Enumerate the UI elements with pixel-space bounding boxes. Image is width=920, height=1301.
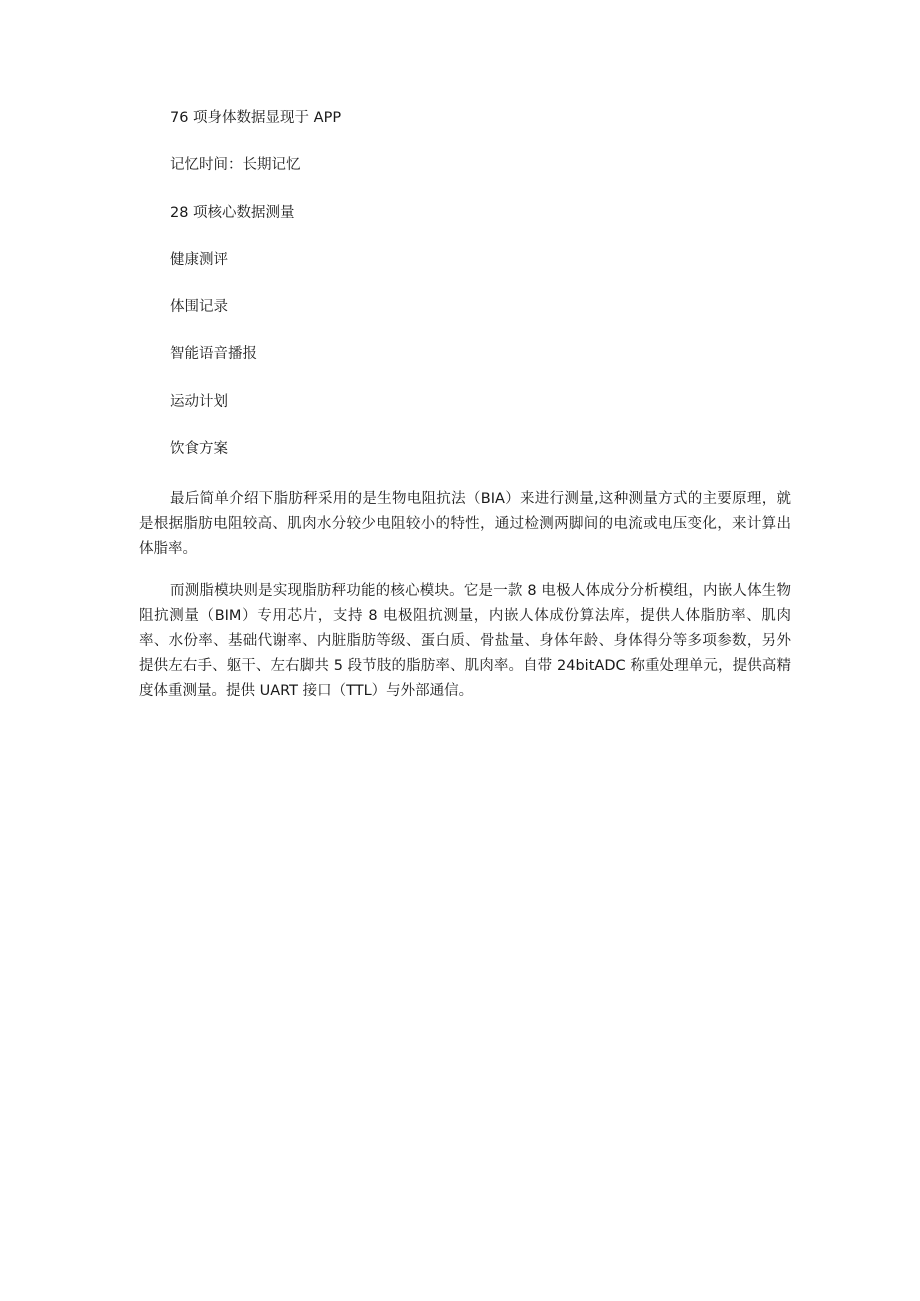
feature-item-voice-broadcast: 智能语音播报 [170,346,257,363]
body-text [139,487,791,721]
paragraph-bia-principle: 最后简单介绍下脂肪秤采用的是生物电阻抗法（BIA）来进行测量,这种测量方式的主要原理，就是根据脂肪电阻较高、肌肉水分较少电阻较小的特性，通过检测两脚间的电流或电压变化，来计算出体脂率。 [139,491,791,557]
feature-item-core-measurements: 28 项核心数据测量 [170,204,295,221]
feature-item-body-circumference: 体围记录 [170,299,228,316]
feature-list [170,108,341,486]
feature-item-health-assessment: 健康测评 [170,251,228,268]
feature-item-memory-time: 记忆时间：长期记忆 [170,157,301,174]
feature-item-app-data: 76 项身体数据显现于 APP [170,110,342,126]
feature-item-exercise-plan: 运动计划 [170,393,228,410]
paragraph-fat-module: 而测脂模块则是实现脂肪秤功能的核心模块。它是一款 8 电极人体成分分析模组，内嵌人体生物阻抗测量（BIM）专用芯片，支持 8 电极阻抗测量，内嵌人体成份算法库，提供人体脂肪率、肌肉率、水份率、基础代谢率、内脏脂肪等级、蛋白质、骨盐量、身体年龄、身体得分等多项参数，另外提供左右手、躯干、左右脚共 5 段节肢的脂肪率、肌肉率。自带 24bitADC 称重处理单元，提供高精度体重测量。提供 UART 接口（TTL）与外部通信。 [139,583,791,699]
feature-item-diet-plan: 饮食方案 [170,441,228,458]
